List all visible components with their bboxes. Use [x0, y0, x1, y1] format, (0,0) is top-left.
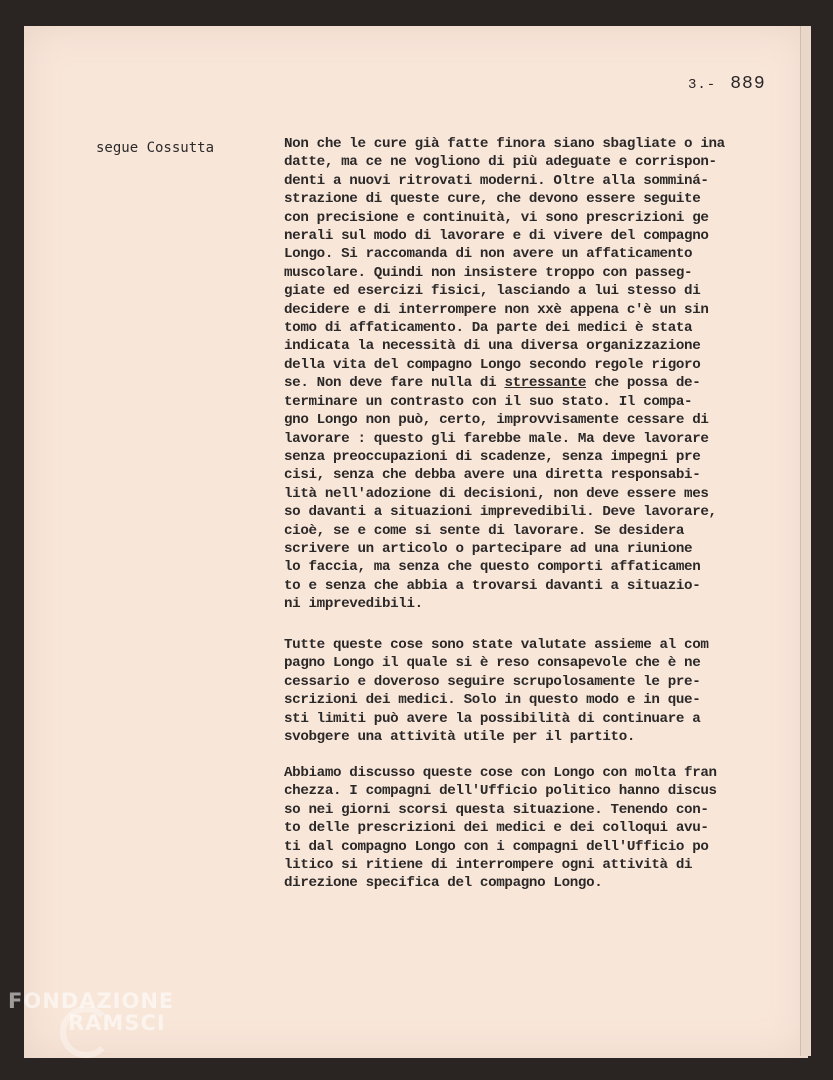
text-line: strazione di queste cure, che devono essere seguite	[284, 191, 701, 208]
text-line: lavorare : questo gli farebbe male. Ma deve lavorare	[284, 430, 709, 447]
text-line: pagno Longo il quale si è reso consapevole che è ne	[284, 655, 701, 672]
text-line: lità nell'adozione di decisioni, non deve essere mes	[284, 485, 709, 502]
text-line: se. Non deve fare nulla di stressante che possa de-	[284, 375, 701, 392]
g-logo-icon	[60, 1006, 112, 1058]
text-line: cessario e doveroso seguire scrupolosamente le pre-	[284, 673, 701, 690]
text-line: giate ed esercizi fisici, lasciando a lui stesso di	[284, 283, 701, 300]
text-line: tomo di affaticamento. Da parte dei medici è stata	[284, 320, 693, 337]
text-line: litico si ritiene di interrompere ogni attività di	[284, 857, 693, 874]
text-line: della vita del compagno Longo secondo regole rigoro	[284, 356, 701, 373]
text-line: ti dal compagno Longo con i compagni dell'Ufficio po	[284, 838, 709, 855]
text-line: lo faccia, ma senza che questo comporti affaticamen	[284, 559, 701, 576]
watermark-line1: FONDAZIONE	[8, 989, 175, 1013]
paragraph-3	[284, 764, 784, 893]
page-prefix: 3.-	[688, 77, 717, 93]
text-line: Longo. Si raccomanda di non avere un affaticamento	[284, 246, 693, 263]
page-edge	[800, 26, 811, 1056]
speaker-label: segue Cossutta	[96, 140, 215, 156]
underlined-word: stressante	[504, 375, 587, 392]
text-line: denti a nuovi ritrovati moderni. Oltre alla somminá-	[284, 172, 709, 189]
text-line: svobgere una attività utile per il partito.	[284, 729, 636, 746]
paragraph-1	[284, 135, 784, 614]
page-number	[688, 74, 766, 94]
text-line: senza preoccupazioni di scadenze, senza impegni pre	[284, 448, 701, 465]
text-line: indicata la necessità di una diversa organizzazione	[284, 338, 701, 355]
text-line: con precisione e continuità, vi sono prescrizioni ge	[284, 209, 709, 226]
text-line: ni imprevedibili.	[284, 596, 423, 613]
text-line: cioè, se e come si sente di lavorare. Se desidera	[284, 522, 685, 539]
text-line: nerali sul modo di lavorare e di vivere del compagno	[284, 228, 709, 245]
text-line: so nei giorni scorsi questa situazione. Tenendo con-	[284, 801, 709, 818]
text-line: scrivere un articolo o partecipare ad una riunione	[284, 540, 693, 557]
text-line: Non che le cure già fatte finora siano sbagliate o ina	[284, 136, 725, 152]
text-line: gno Longo non può, certo, improvvisamente cessare di	[284, 412, 709, 429]
page-number-value: 889	[730, 74, 766, 94]
text-line: sti limiti può avere la possibilità di continuare a	[284, 710, 701, 727]
text-line: Tutte queste cose sono state valutate assieme al com	[284, 637, 709, 653]
paragraph-2	[284, 636, 784, 746]
text-line: decidere e di interrompere non xxè appena c'è un sin	[284, 301, 709, 318]
text-line: terminare un contrasto con il suo stato. Il compa-	[284, 393, 693, 410]
text-line: chezza. I compagni dell'Ufficio politico hanno discus	[284, 783, 717, 800]
text-line: direzione specifica del compagno Longo.	[284, 875, 603, 892]
text-line: datte, ma ce ne vogliono di più adeguate e corrispon-	[284, 154, 717, 171]
text-line: to delle prescrizioni dei medici e dei colloqui avu-	[284, 820, 709, 837]
watermark-line2: RAMSCI	[68, 1011, 166, 1035]
text-line: to e senza che abbia a trovarsi davanti a situazio-	[284, 577, 701, 594]
text-line: muscolare. Quindi non insistere troppo con passeg-	[284, 264, 693, 281]
text-line: Abbiamo discusso queste cose con Longo con molta fran	[284, 765, 717, 781]
text-line: so davanti a situazioni imprevedibili. Deve lavorare,	[284, 504, 717, 521]
text-line: scrizioni dei medici. Solo in questo modo e in que-	[284, 692, 701, 709]
watermark-logo	[8, 990, 174, 1034]
text-line: cisi, senza che debba avere una diretta responsabi-	[284, 467, 701, 484]
